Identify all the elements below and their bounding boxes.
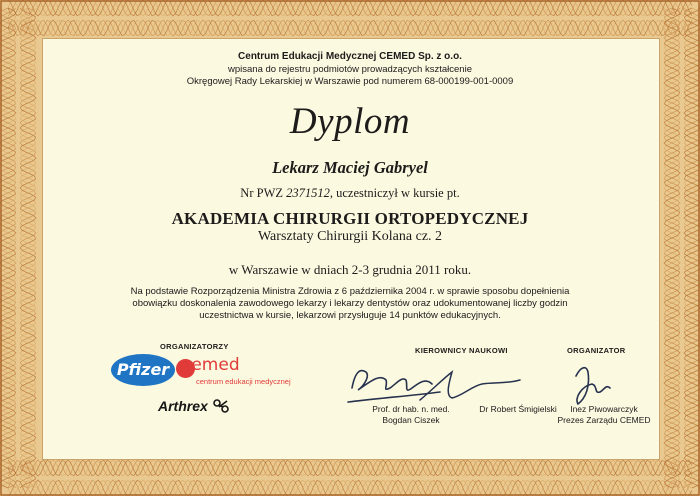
organizer-name: Inez Piwowarczyk [570, 404, 638, 414]
recipient-name: Lekarz Maciej Gabryel [272, 158, 428, 177]
lead1-title: Prof. dr hab. n. med. [372, 404, 450, 414]
organizer-label: ORGANIZATOR [567, 346, 626, 355]
pfizer-logo-text: Pfizer [116, 360, 170, 379]
diploma-title: Dyplom [289, 101, 411, 142]
organizer-role: Prezes Zarządu CEMED [557, 415, 651, 425]
scientific-leads-label: KIEROWNICY NAUKOWI [415, 346, 508, 355]
issuer-name: Centrum Edukacji Medycznej CEMED Sp. z o.o. [238, 51, 462, 62]
issuer-registry-line1: wpisana do rejestru podmiotów prowadzących kształcenie [228, 64, 472, 75]
course-name: AKADEMIA CHIRURGII ORTOPEDYCZNEJ [171, 209, 529, 228]
place-and-date: w Warszawie w dniach 2-3 grudnia 2011 roku. [228, 262, 472, 277]
pwz-suffix: , uczestniczył w kursie pt. [329, 186, 460, 200]
organizers-label: ORGANIZATORZY [160, 342, 229, 351]
lead2-name: Dr Robert Śmigielski [479, 404, 557, 414]
signature-piwowarczyk [576, 368, 610, 404]
course-subtitle: Warsztaty Chirurgii Kolana cz. 2 [257, 229, 443, 244]
signature-smigielski [420, 372, 520, 400]
pwz-number: 2371512 [286, 186, 330, 200]
pwz-prefix: Nr PWZ [240, 186, 287, 200]
cemed-logo-subtitle: centrum edukacji medycznej [196, 377, 291, 386]
arthrex-logo: Arthrex [158, 398, 208, 414]
issuer-registry-line2: Okręgowej Rady Lekarskiej w Warszawie pod numerem 68-000199-001-0009 [186, 76, 514, 87]
signature-ciszek [348, 371, 440, 402]
lead1-name: Bogdan Ciszek [382, 415, 440, 425]
legal-notice: Na podstawie Rozporządzenia Ministra Zdrowia z 6 października 2004 r. w sprawie sposobu dopełnienia obowiązku doskonalenia zawodowego lekarzy i lekarzy dentystów oraz udokumentowanej liczby godzin uczestnictwa w kursie, lekarzowi przysługuje 14 punktów edukacyjnych. [130, 286, 570, 321]
cemed-logo-text: cemed [182, 355, 240, 375]
